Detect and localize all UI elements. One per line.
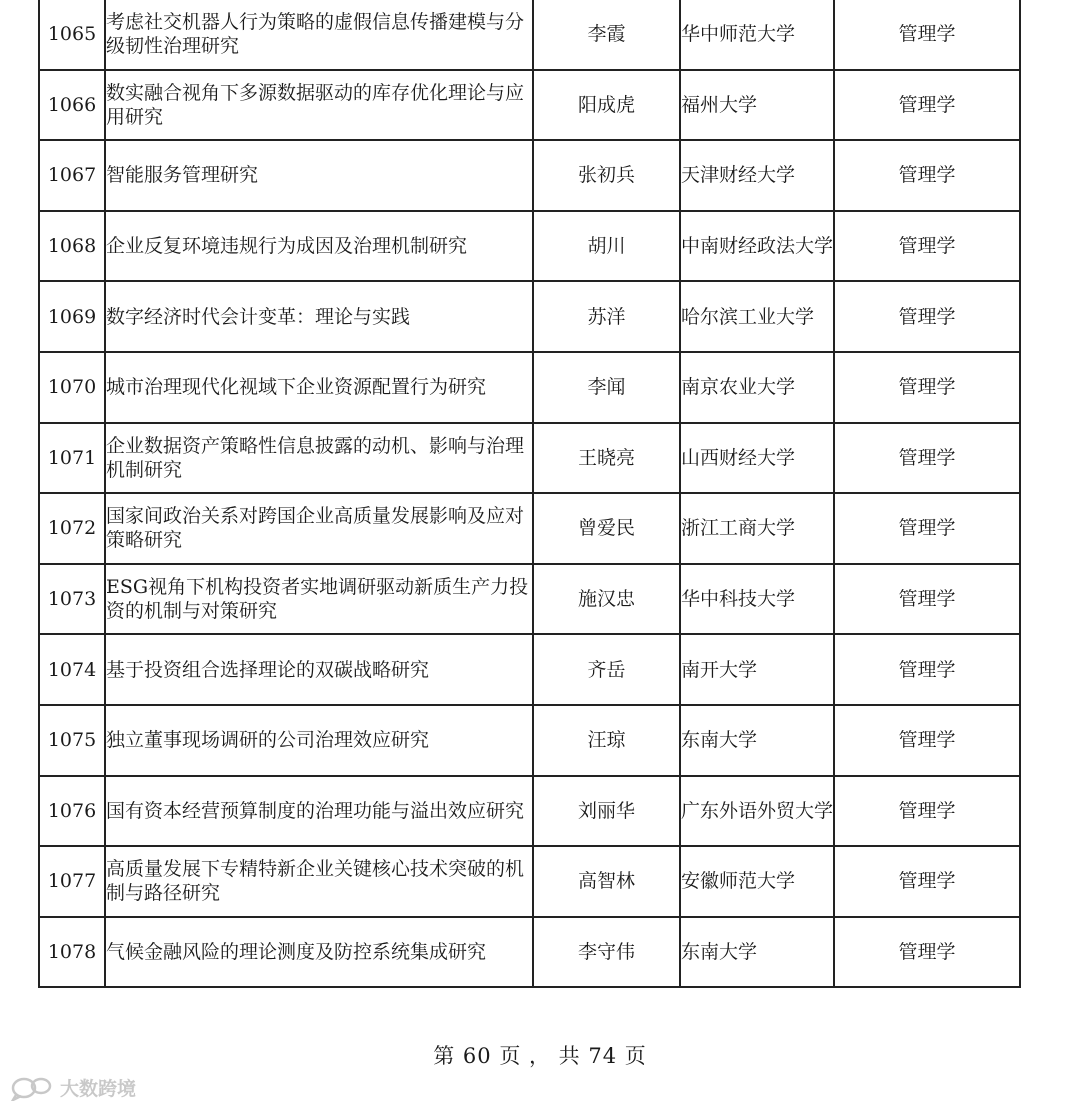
project-number-cell: 1066 [39, 70, 105, 141]
project-number-cell: 1078 [39, 917, 105, 988]
table-row [39, 281, 1020, 352]
project-title-cell: 高质量发展下专精特新企业关键核心技术突破的机制与路径研究 [105, 846, 533, 917]
project-lead-cell: 苏洋 [533, 281, 680, 352]
institution-cell: 东南大学 [680, 705, 834, 776]
table-row [39, 423, 1020, 494]
institution-cell: 华中师范大学 [680, 0, 834, 70]
discipline-cell: 管理学 [834, 140, 1020, 211]
discipline-cell: 管理学 [834, 423, 1020, 494]
table-row [39, 634, 1020, 705]
project-number-cell: 1076 [39, 776, 105, 847]
speech-bubble-logo-icon [10, 1075, 56, 1101]
table-row [39, 776, 1020, 847]
institution-cell: 南京农业大学 [680, 352, 834, 423]
project-lead-cell: 李霞 [533, 0, 680, 70]
project-lead-cell: 胡川 [533, 211, 680, 282]
table-row [39, 493, 1020, 564]
table-row [39, 140, 1020, 211]
discipline-cell: 管理学 [834, 776, 1020, 847]
project-number-cell: 1077 [39, 846, 105, 917]
page-footer: 第 60 页 ， 共 74 页 [433, 1044, 647, 1068]
project-number-cell: 1073 [39, 564, 105, 635]
project-number-cell: 1071 [39, 423, 105, 494]
table-body [39, 0, 1020, 987]
project-number-cell: 1075 [39, 705, 105, 776]
table-row [39, 917, 1020, 988]
institution-cell: 南开大学 [680, 634, 834, 705]
project-table [38, 0, 1021, 988]
table-row [39, 564, 1020, 635]
project-number-cell: 1072 [39, 493, 105, 564]
project-title-cell: 国有资本经营预算制度的治理功能与溢出效应研究 [105, 776, 533, 847]
project-number-cell: 1070 [39, 352, 105, 423]
table-row [39, 70, 1020, 141]
table-row [39, 211, 1020, 282]
table-row [39, 705, 1020, 776]
project-title-cell: 企业反复环境违规行为成因及治理机制研究 [105, 211, 533, 282]
project-number-cell: 1065 [39, 0, 105, 70]
table-row [39, 352, 1020, 423]
project-title-cell: 考虑社交机器人行为策略的虚假信息传播建模与分级韧性治理研究 [105, 0, 533, 70]
project-title-cell: 城市治理现代化视域下企业资源配置行为研究 [105, 352, 533, 423]
institution-cell: 华中科技大学 [680, 564, 834, 635]
discipline-cell: 管理学 [834, 70, 1020, 141]
project-lead-cell: 李闻 [533, 352, 680, 423]
project-lead-cell: 张初兵 [533, 140, 680, 211]
project-number-cell: 1074 [39, 634, 105, 705]
project-title-cell: 智能服务管理研究 [105, 140, 533, 211]
table-row [39, 846, 1020, 917]
institution-cell: 山西财经大学 [680, 423, 834, 494]
project-lead-cell: 刘丽华 [533, 776, 680, 847]
discipline-cell: 管理学 [834, 705, 1020, 776]
institution-cell: 广东外语外贸大学 [680, 776, 834, 847]
institution-cell: 浙江工商大学 [680, 493, 834, 564]
project-lead-cell: 曾爱民 [533, 493, 680, 564]
institution-cell: 中南财经政法大学 [680, 211, 834, 282]
discipline-cell: 管理学 [834, 493, 1020, 564]
discipline-cell: 管理学 [834, 564, 1020, 635]
table-row [39, 0, 1020, 70]
project-lead-cell: 汪琼 [533, 705, 680, 776]
project-title-cell: 数字经济时代会计变革：理论与实践 [105, 281, 533, 352]
discipline-cell: 管理学 [834, 0, 1020, 70]
project-title-cell: 气候金融风险的理论测度及防控系统集成研究 [105, 917, 533, 988]
project-number-cell: 1068 [39, 211, 105, 282]
watermark-text: 大数跨境 [60, 1078, 137, 1100]
project-number-cell: 1069 [39, 281, 105, 352]
institution-cell: 天津财经大学 [680, 140, 834, 211]
project-title-cell: 企业数据资产策略性信息披露的动机、影响与治理机制研究 [105, 423, 533, 494]
institution-cell: 哈尔滨工业大学 [680, 281, 834, 352]
project-title-cell: 国家间政治关系对跨国企业高质量发展影响及应对策略研究 [105, 493, 533, 564]
project-lead-cell: 阳成虎 [533, 70, 680, 141]
project-number-cell: 1067 [39, 140, 105, 211]
project-title-cell: ESG视角下机构投资者实地调研驱动新质生产力投资的机制与对策研究 [105, 564, 533, 635]
discipline-cell: 管理学 [834, 634, 1020, 705]
watermark [10, 1074, 136, 1101]
discipline-cell: 管理学 [834, 281, 1020, 352]
discipline-cell: 管理学 [834, 352, 1020, 423]
institution-cell: 福州大学 [680, 70, 834, 141]
project-lead-cell: 高智林 [533, 846, 680, 917]
project-title-cell: 独立董事现场调研的公司治理效应研究 [105, 705, 533, 776]
project-title-cell: 基于投资组合选择理论的双碳战略研究 [105, 634, 533, 705]
project-title-cell: 数实融合视角下多源数据驱动的库存优化理论与应用研究 [105, 70, 533, 141]
discipline-cell: 管理学 [834, 211, 1020, 282]
project-lead-cell: 施汉忠 [533, 564, 680, 635]
project-lead-cell: 李守伟 [533, 917, 680, 988]
project-lead-cell: 齐岳 [533, 634, 680, 705]
discipline-cell: 管理学 [834, 846, 1020, 917]
discipline-cell: 管理学 [834, 917, 1020, 988]
institution-cell: 东南大学 [680, 917, 834, 988]
project-lead-cell: 王晓亮 [533, 423, 680, 494]
institution-cell: 安徽师范大学 [680, 846, 834, 917]
